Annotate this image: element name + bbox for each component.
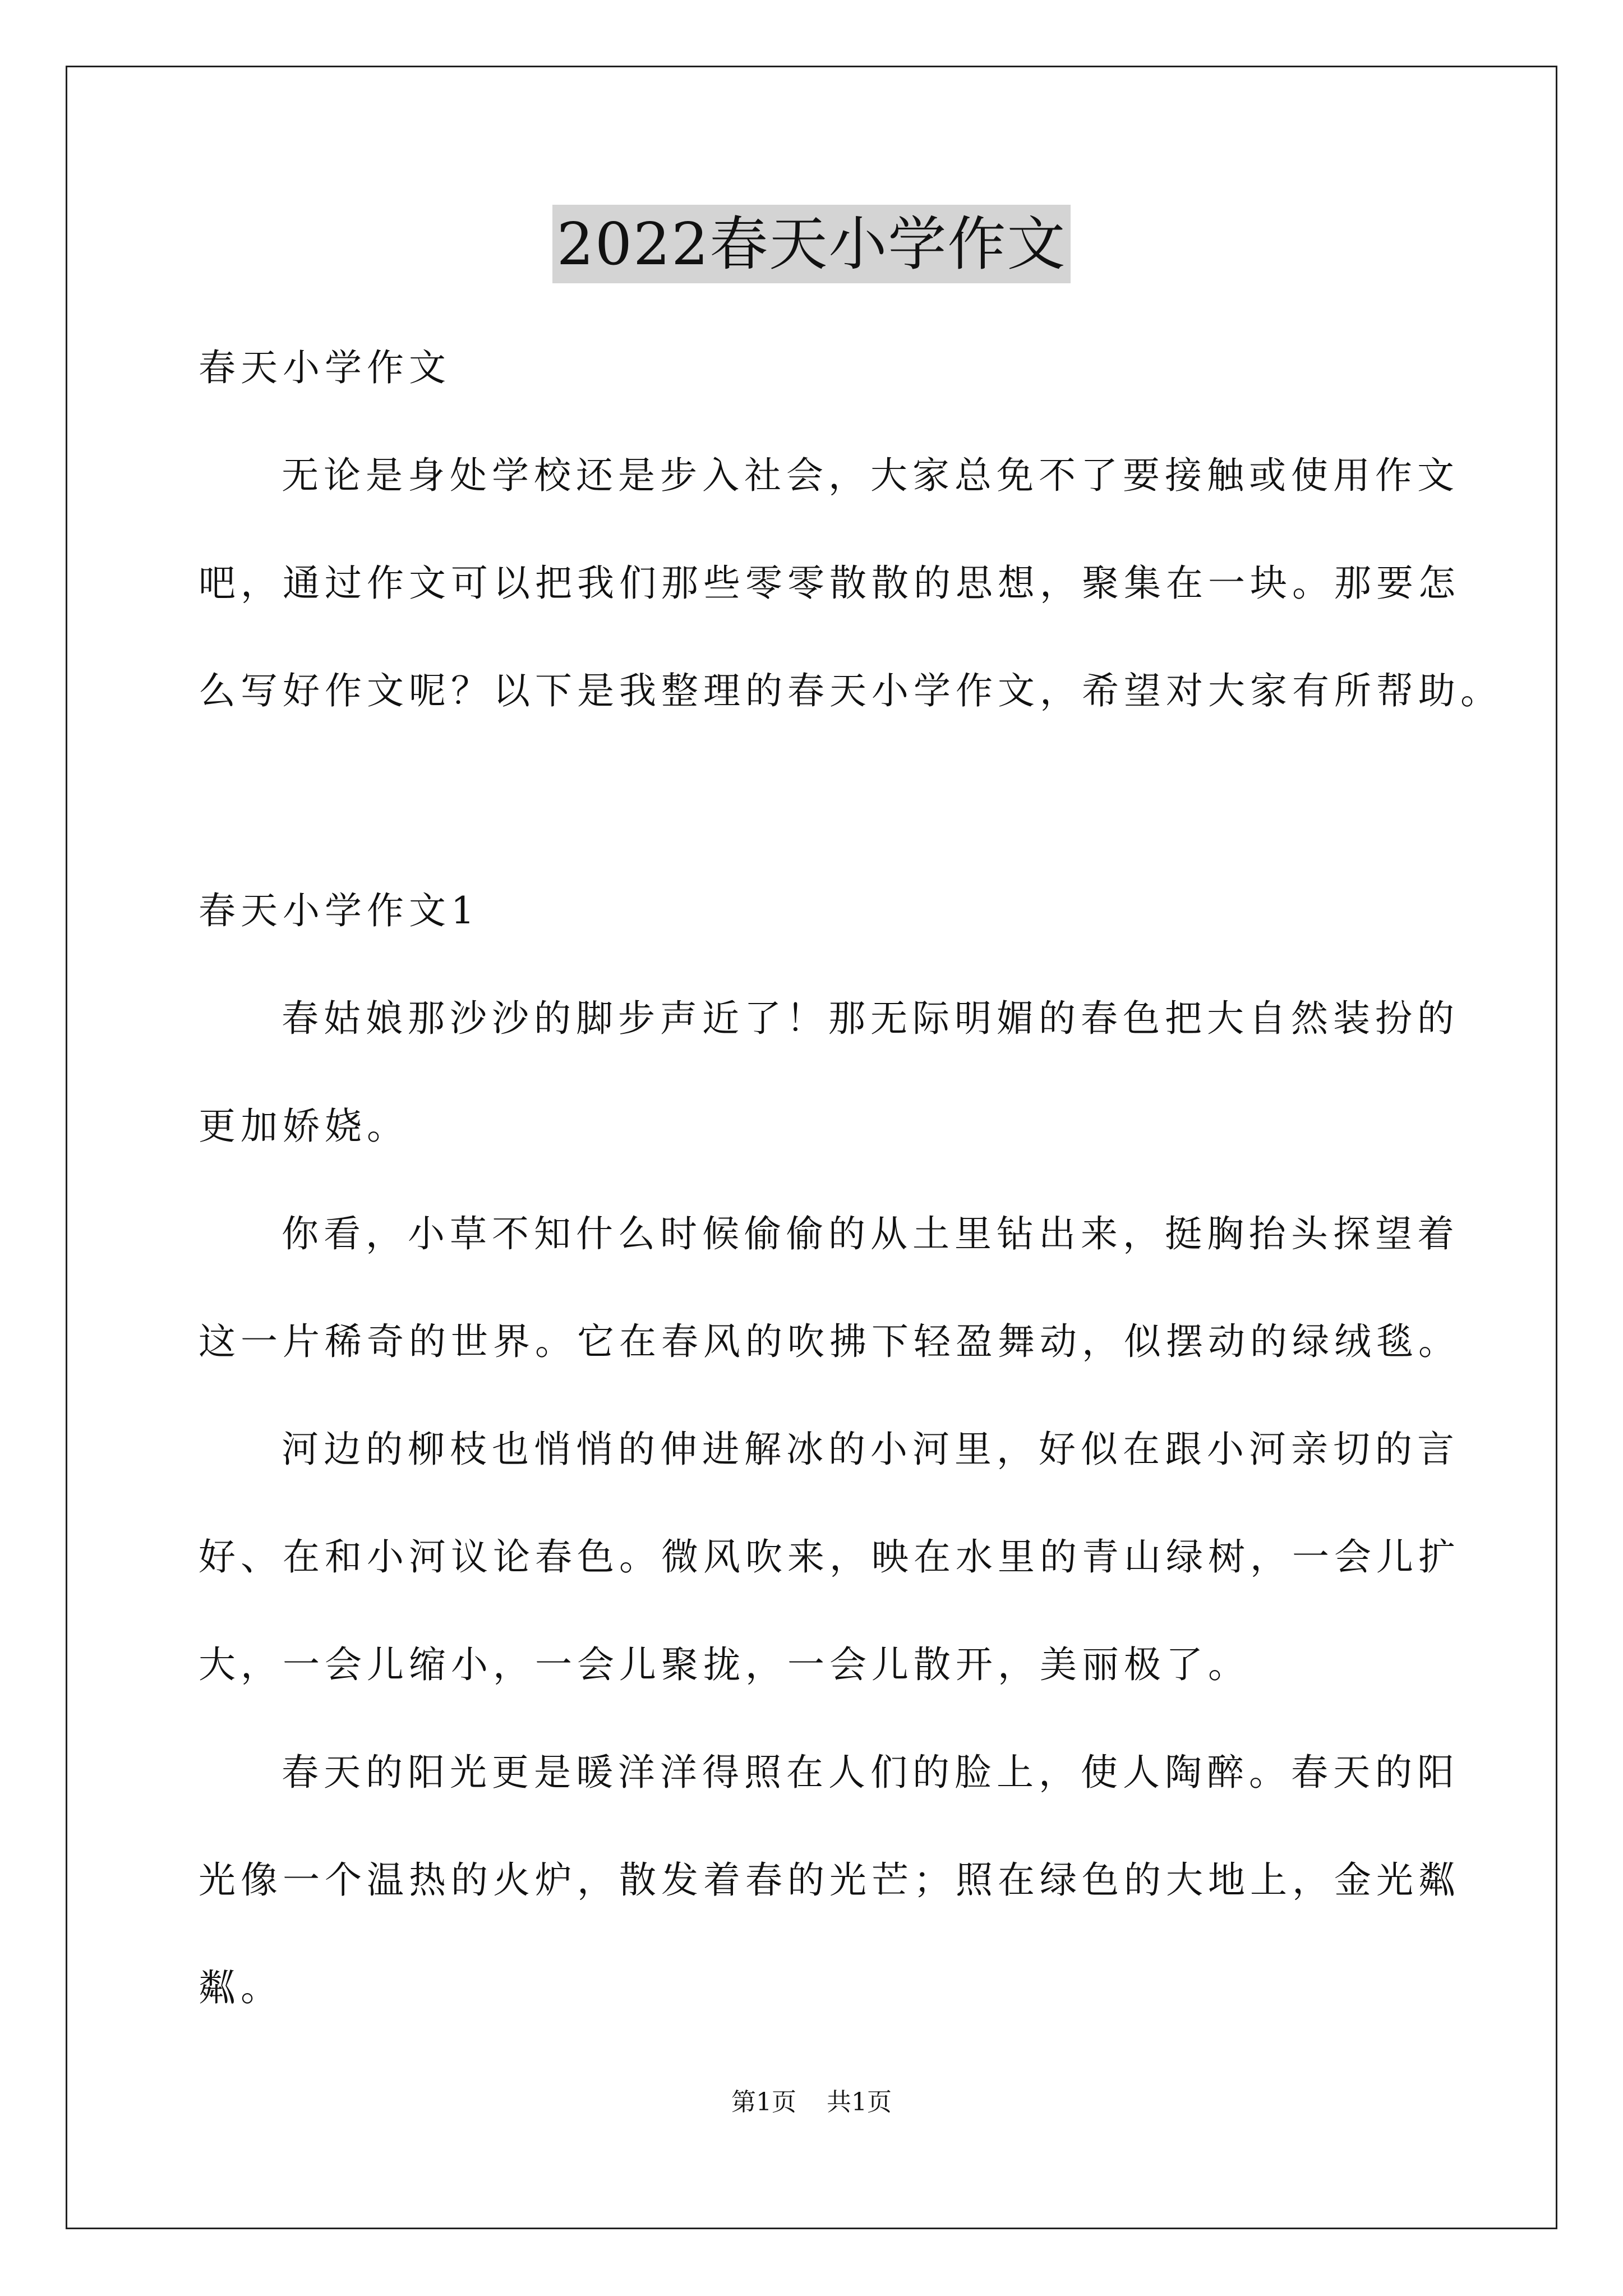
paragraph-line: 春天的阳光更是暖洋洋得照在人们的脸上，使人陶醉。春天的阳 bbox=[282, 1751, 1459, 1794]
paragraph-line: 你看，小草不知什么时候偷偷的从土里钻出来，挺胸抬头探望着 bbox=[282, 1212, 1459, 1255]
document-body bbox=[199, 314, 1502, 2042]
paragraph-line: 春姑娘那沙沙的脚步声近了！那无际明媚的春色把大自然装扮的 bbox=[282, 997, 1459, 1040]
paragraph-line: 么写好作文呢？以下是我整理的春天小学作文，希望对大家有所帮助。 bbox=[199, 669, 1502, 712]
paragraph-line: 这一片稀奇的世界。它在春风的吹拂下轻盈舞动，似摆动的绿绒毯。 bbox=[199, 1320, 1460, 1363]
paragraph-line: 大，一会儿缩小，一会儿聚拢，一会儿散开，美丽极了。 bbox=[199, 1643, 1250, 1686]
document-title: 2022春天小学作文 bbox=[552, 205, 1071, 283]
section-heading: 春天小学作文 bbox=[199, 346, 451, 389]
paragraph-line: 河边的柳枝也悄悄的伸进解冰的小河里，好似在跟小河亲切的言 bbox=[282, 1428, 1459, 1471]
section-heading: 春天小学作文1 bbox=[199, 889, 479, 932]
paragraph-line: 粼。 bbox=[199, 1966, 283, 2009]
paragraph-line: 好、在和小河议论春色。微风吹来，映在水里的青山绿树，一会儿扩 bbox=[199, 1535, 1460, 1579]
paragraph-line: 无论是身处学校还是步入社会，大家总免不了要接触或使用作文 bbox=[282, 454, 1459, 497]
title-container bbox=[0, 205, 1623, 283]
page-footer bbox=[0, 2086, 1623, 2119]
page-number: 第1页 bbox=[731, 2088, 796, 2116]
paragraph-line: 更加娇娆。 bbox=[199, 1105, 409, 1148]
paragraph-line: 吧，通过作文可以把我们那些零零散散的思想，聚集在一块。那要怎 bbox=[199, 562, 1460, 605]
paragraph-gap bbox=[199, 745, 1449, 857]
paragraph-line: 光像一个温热的火炉，散发着春的光芒；照在绿色的大地上，金光粼 bbox=[199, 1858, 1460, 1902]
page-total: 共1页 bbox=[827, 2088, 892, 2116]
